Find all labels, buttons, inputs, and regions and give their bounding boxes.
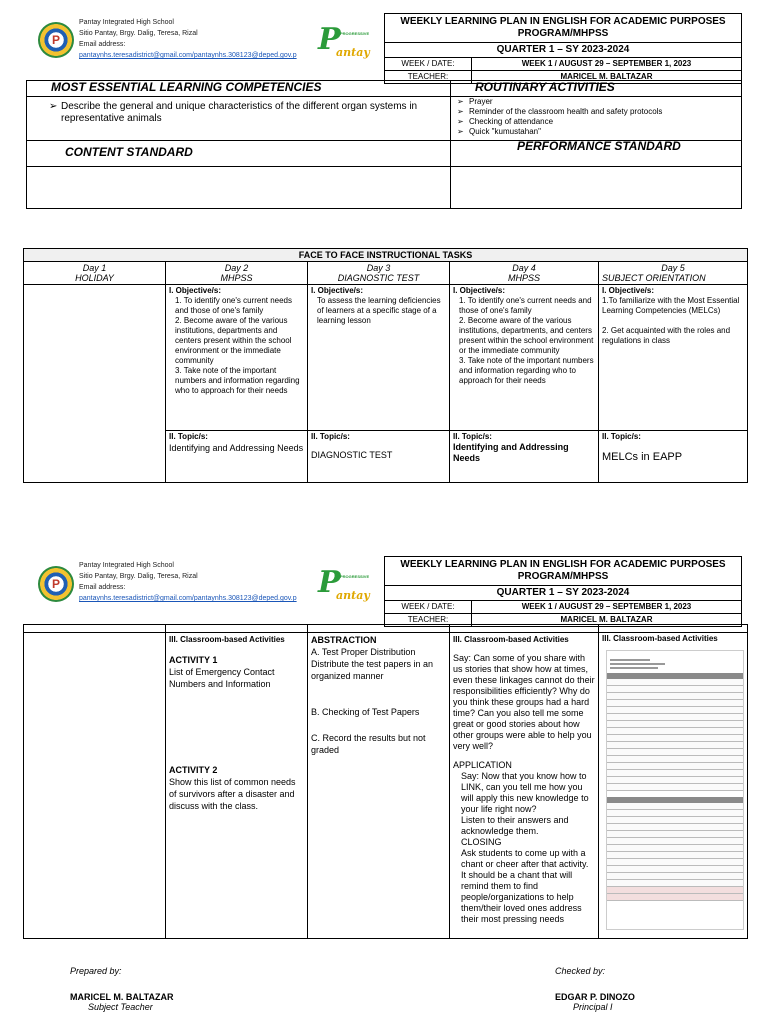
day1-activities xyxy=(24,633,166,939)
school-info-2: Pantay Integrated High School Sitio Pantay, Brgy. Dalig, Teresa, Rizal Email address: pantaynhs.teresadistrict@gmail.com/pantaynhs.308123@deped.gov.p xyxy=(79,562,297,602)
activities-table xyxy=(23,624,748,939)
day2-header: Day 2 MHPSS xyxy=(166,262,308,285)
day4-header: Day 4 MHPSS xyxy=(450,262,599,285)
school-logo-2: P xyxy=(38,566,74,602)
day4-topic: II. Topic/s: Identifying and Addressing Needs xyxy=(450,431,599,483)
day2-activities: III. Classroom-based Activities ACTIVITY 1 List of Emergency Contact Numbers and Information ACTIVITY 2 Show this list of common needs of survivors after a disaster and discuss with the class. xyxy=(166,633,308,939)
plan-header-2: WEEKLY LEARNING PLAN IN ENGLISH FOR ACADEMIC PURPOSES PROGRAM/MHPSS QUARTER 1 – SY 2023-2024 WEEK / DATE: WEEK 1 / AUGUST 29 – SEPTEMBER 1, 2023 TEACHER: MARICEL M. BALTAZAR xyxy=(384,556,742,627)
teacher-value: MARICEL M. BALTAZAR xyxy=(472,71,742,84)
content-standard-title: CONTENT STANDARD xyxy=(65,145,193,159)
prepared-role: Subject Teacher xyxy=(88,1002,153,1012)
plan-header xyxy=(384,13,742,84)
day5-header: Day 5 SUBJECT ORIENTATION xyxy=(599,262,748,285)
week-value: WEEK 1 / AUGUST 29 – SEPTEMBER 1, 2023 xyxy=(472,58,742,71)
routinary-item: ➢ Prayer xyxy=(455,97,737,107)
pantay-logo-2: P antay PROGRESSIVE xyxy=(318,565,370,602)
routinary-item: ➢ Checking of attendance xyxy=(455,117,737,127)
checked-role: Principal I xyxy=(573,1002,613,1012)
day5-objectives: I. Objective/s: 1.To familiarize with the Most Essential Learning Competencies (MELCs) 2. Get acquainted with the roles and regulations in class xyxy=(599,285,748,431)
school-address: Sitio Pantay, Brgy. Dalig, Teresa, Rizal xyxy=(79,30,198,37)
day2-topic: II. Topic/s: Identifying and Addressing Needs xyxy=(166,431,308,483)
prepared-name: MARICEL M. BALTAZAR xyxy=(70,992,174,1002)
day5-activities: III. Classroom-based Activities xyxy=(599,633,748,939)
plan-title: WEEKLY LEARNING PLAN IN ENGLISH FOR ACADEMIC PURPOSES PROGRAM/MHPSS xyxy=(385,14,742,43)
pantay-logo: P antay PROGRESSIVE xyxy=(318,22,370,59)
prepared-by xyxy=(70,966,174,1012)
week-label: WEEK / DATE: xyxy=(385,58,472,71)
email-label: Email address: xyxy=(79,41,126,48)
routinary-item: ➢ Reminder of the classroom health and safety protocols xyxy=(455,107,737,117)
checked-by xyxy=(555,966,635,1012)
tasks-table xyxy=(23,248,748,483)
competencies-list xyxy=(47,101,430,125)
performance-standard-title: PERFORMANCE STANDARD xyxy=(517,139,681,153)
checked-name: EDGAR P. DINOZO xyxy=(555,992,635,1002)
day5-topic: II. Topic/s: MELCs in EAPP xyxy=(599,431,748,483)
day3-objectives: I. Objective/s: To assess the learning deficiencies of learners at a specific stage of a learning lesson xyxy=(308,285,450,431)
school-name: Pantay Integrated High School xyxy=(79,19,174,26)
competencies-title: MOST ESSENTIAL LEARNING COMPETENCIES xyxy=(51,80,322,94)
school-logo: P xyxy=(38,22,74,58)
email-link[interactable]: pantaynhs.teresadistrict@gmail.com/pantaynhs.308123@deped.gov.p xyxy=(79,52,297,59)
day4-activities: III. Classroom-based Activities Say: Can some of you share with us stories that show how at times, even these linkages cannot do their responsibilities efficiently? Why do you think these groups had a hard time? Can you also tell me some great or good stories about how other groups were able to help you very well? APPLICATION Say: Now that you know how to LINK, can you tell me how you will apply this new knowledge to your life right now? Listen to their answers and acknowledge them. CLOSING Ask students to come up with a chant or cheer after that activity. It should be a chant that will remind them to find people/organizations to help them/their loved ones address their most pressing needs xyxy=(450,633,599,939)
day1-header: Day 1 HOLIDAY xyxy=(24,262,166,285)
email-link-2[interactable]: pantaynhs.teresadistrict@gmail.com/pantaynhs.308123@deped.gov.p xyxy=(79,595,297,602)
prepared-label: Prepared by: xyxy=(70,966,122,976)
tasks-title: FACE TO FACE INSTRUCTIONAL TASKS xyxy=(24,249,748,262)
performance-standard-body xyxy=(451,167,742,209)
school-info xyxy=(79,17,329,61)
standards-table xyxy=(26,80,742,209)
melc-document-thumbnail xyxy=(606,650,744,930)
day2-objectives: I. Objective/s: 1. To identify one's current needs and those of one's family 2. Become aware of the various institutions, departments and centers present within the school environment or the immediate community 3. Take note of the important numbers and information regarding who to approach for their needs xyxy=(166,285,308,431)
quarter: QUARTER 1 – SY 2023-2024 xyxy=(385,43,742,58)
day3-header: Day 3 DIAGNOSTIC TEST xyxy=(308,262,450,285)
teacher-label: TEACHER: xyxy=(385,71,472,84)
day3-topic: II. Topic/s: DIAGNOSTIC TEST xyxy=(308,431,450,483)
day3-activities: ABSTRACTION A. Test Proper Distribution Distribute the test papers in an organized manner B. Checking of Test Papers C. Record the results but not graded xyxy=(308,633,450,939)
competency-item: ➢ Describe the general and unique characteristics of the different organ systems in representative animals xyxy=(47,101,430,125)
checked-label: Checked by: xyxy=(555,966,606,976)
routinary-item: ➢ Quick "kumustahan" xyxy=(455,127,737,137)
routinary-list xyxy=(455,97,737,137)
day4-objectives: I. Objective/s: 1. To identify one's current needs and those of one's family 2. Become aware of the various institutions, departments, and centers present within the school environment or the immediate community 3. Take note of the important numbers and information regarding who to approach for their needs xyxy=(450,285,599,431)
day1-cell xyxy=(24,285,166,483)
routinary-title: ROUTINARY ACTIVITIES xyxy=(475,80,615,94)
content-standard-body xyxy=(27,167,451,209)
